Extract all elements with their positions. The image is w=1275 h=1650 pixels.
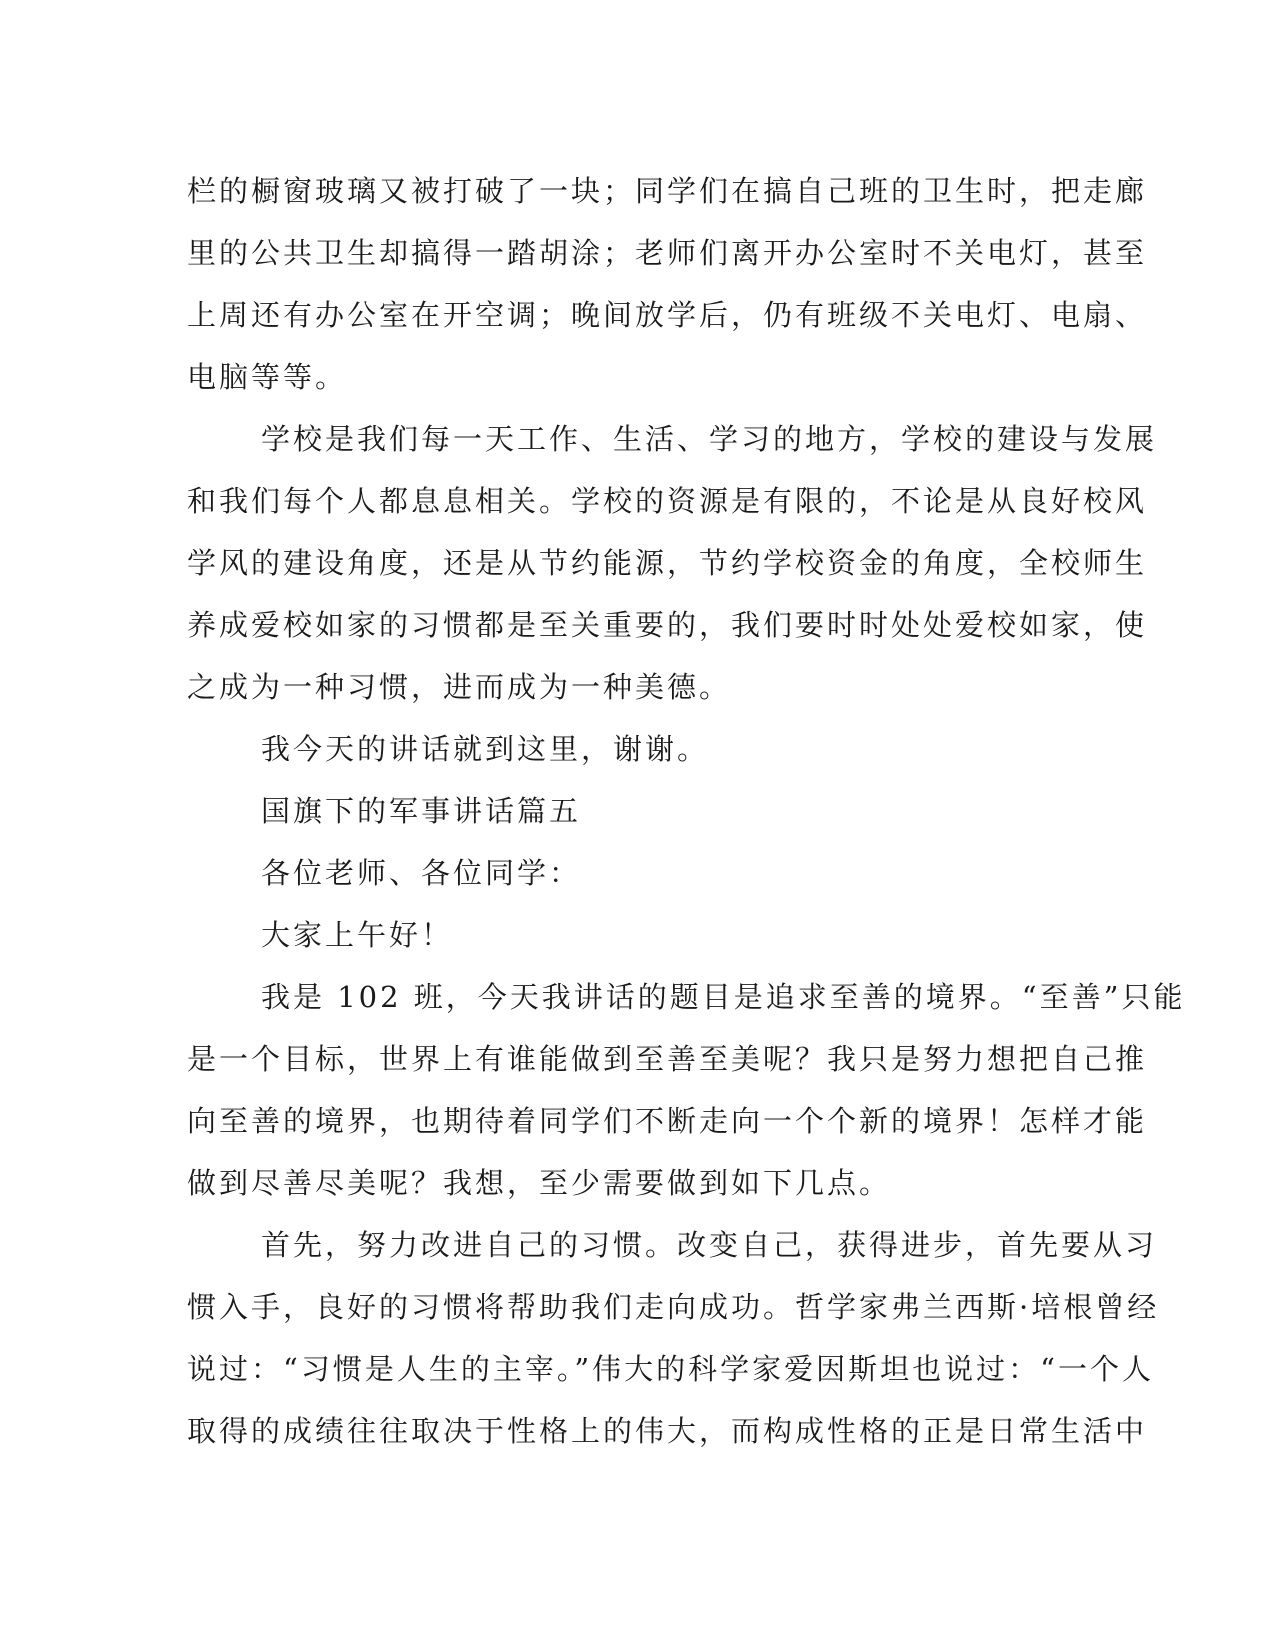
text-line: 栏的橱窗玻璃又被打破了一块；同学们在搞自己班的卫生时，把走廊 (187, 174, 1148, 208)
text-line: 取得的成绩往往取决于性格上的伟大，而构成性格的正是日常生活中 (187, 1414, 1148, 1448)
text-line: 惯入手，良好的习惯将帮助我们走向成功。哲学家弗兰西斯·培根曾经 (187, 1290, 1160, 1324)
paragraph-start: 学校是我们每一天工作、生活、学习的地方，学校的建设与发展 (261, 422, 1158, 456)
text-line: 和我们每个人都息息相关。学校的资源是有限的，不论是从良好校风 (187, 484, 1148, 518)
text-line: 里的公共卫生却搞得一踏胡涂；老师们离开办公室时不关电灯，甚至 (187, 236, 1148, 270)
section-title: 国旗下的军事讲话篇五 (261, 794, 582, 828)
text-line: 做到尽善尽美呢？我想，至少需要做到如下几点。 (187, 1166, 892, 1200)
salutation: 各位老师、各位同学： (261, 856, 582, 890)
document-body (187, 160, 1186, 1462)
text-line: 电脑等等。 (187, 360, 348, 394)
closing-line: 我今天的讲话就到这里，谢谢。 (261, 732, 710, 766)
text-line: 之成为一种习惯，进而成为一种美德。 (187, 670, 732, 704)
text-line: 学风的建设角度，还是从节约能源，节约学校资金的角度，全校师生 (187, 546, 1148, 580)
paragraph-start: 首先，努力改进自己的习惯。改变自己，获得进步，首先要从习 (261, 1228, 1158, 1262)
text-line: 向至善的境界，也期待着同学们不断走向一个个新的境界！怎样才能 (187, 1104, 1148, 1138)
text-line: 是一个目标，世界上有谁能做到至善至美呢？我只是努力想把自己推 (187, 1042, 1148, 1076)
text-line: 养成爱校如家的习惯都是至关重要的，我们要时时处处爱校如家，使 (187, 608, 1148, 642)
greeting: 大家上午好！ (261, 918, 454, 952)
text-line: 上周还有办公室在开空调；晚间放学后，仍有班级不关电灯、电扇、 (187, 298, 1148, 332)
text-line: 说过：“习惯是人生的主宰。”伟大的科学家爱因斯坦也说过：“一个人 (187, 1352, 1154, 1386)
paragraph-start: 我是 102 班，今天我讲话的题目是追求至善的境界。“至善”只能 (261, 980, 1186, 1014)
